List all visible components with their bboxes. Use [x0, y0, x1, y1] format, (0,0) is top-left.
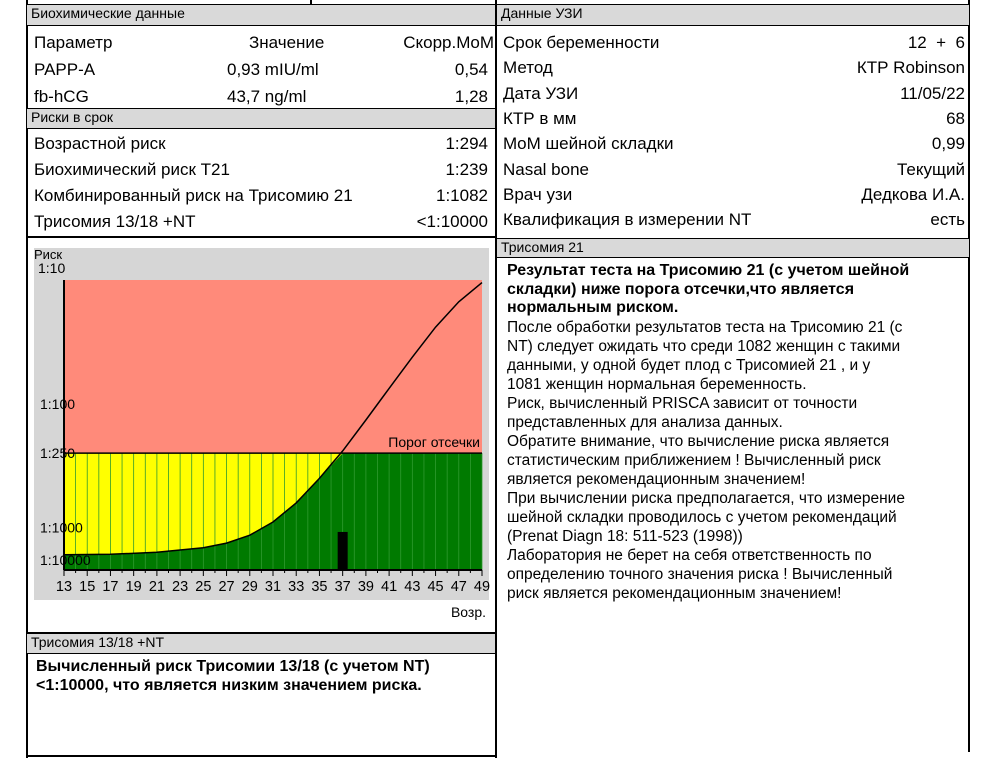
biochem-param: fb-hCG [34, 87, 89, 106]
risks-header: Риски в срок [27, 108, 495, 129]
x-tick-label: 31 [264, 579, 282, 595]
uzi-value: есть [930, 210, 965, 230]
biochem-value: 43,7 ng/ml [227, 87, 307, 106]
t21-bold-line: нормальным риском. [507, 299, 679, 316]
x-tick-label: 41 [381, 579, 398, 595]
uzi-label: КТР в мм [503, 108, 577, 128]
y-tick-label: 1:100 [40, 395, 76, 412]
uzi-value: 68 [946, 108, 965, 128]
t21-bold-line: Результат теста на Трисомию 21 (с учетом шейной [507, 262, 910, 279]
uzi-label: Метод [503, 58, 553, 78]
t21-bold-line: складки) ниже порога отсечки,что является [507, 280, 855, 298]
t21-line: NT) следует ожидать что среди 1082 женщин с такими [507, 337, 901, 355]
biochem-col-value: Значение [249, 33, 325, 52]
uzi-label: Врач узи [503, 184, 573, 204]
t1318-text: Вычисленный риск Трисомии 13/18 (с учетом NT) <1:10000, что является низким значением риска. [36, 658, 430, 694]
t21-text [507, 262, 965, 603]
t21-line: Риск, вычисленный PRISCA зависит от точности [507, 394, 858, 412]
t1318-bottom-line [27, 755, 495, 757]
risk-label: Биохимический риск Т21 [34, 160, 230, 179]
uzi-label: Nasal bone [503, 159, 590, 179]
frame-middle [495, 0, 497, 758]
frame-right [968, 0, 970, 752]
risk-value: <1:10000 [416, 212, 488, 231]
x-tick-label: 39 [357, 579, 374, 595]
t21-line: является рекомендационным значением! [507, 470, 806, 488]
risk-value: 1:294 [445, 134, 488, 153]
uzi-value: 12 + 6 [907, 33, 965, 52]
uzi-value: 0,99 [931, 134, 965, 154]
biochem-param: PAPP-A [34, 60, 96, 79]
x-tick-label: 25 [195, 579, 212, 595]
risk-chart [28, 240, 494, 630]
t21-header: Трисомия 21 [497, 238, 969, 258]
risk-label: Комбинированный риск на Трисомию 21 [34, 186, 353, 205]
y-tick-label: 1:10 [38, 260, 66, 276]
risk-value: 1:1082 [436, 186, 488, 205]
x-tick-label: 27 [218, 579, 235, 595]
patient-marker [338, 532, 348, 570]
t1318-header: Трисомия 13/18 +NT [27, 634, 495, 654]
risk-label: Трисомия 13/18 +NT [34, 212, 196, 231]
t21-line: После обработки результатов теста на Трисомию 21 (с [507, 318, 903, 336]
biochem-header: Биохимические данные [27, 4, 495, 26]
chart-xlabel: Возр. [450, 604, 486, 620]
x-tick-label: 35 [311, 579, 328, 595]
uzi-value: 11/05/22 [900, 83, 965, 103]
threshold-label: Порог отсечки [388, 434, 480, 451]
x-tick-label: 15 [79, 579, 96, 595]
x-tick-label: 29 [241, 579, 258, 595]
biochem-mom: 1,28 [454, 87, 488, 106]
high-risk-area [64, 280, 482, 453]
x-tick-label: 33 [288, 579, 305, 595]
t21-line: (Prenat Diagn 18: 511-523 (1998)) [507, 527, 743, 545]
x-tick-label: 47 [450, 579, 467, 595]
t21-line: риск является рекомендационным значением! [507, 584, 842, 602]
uzi-header: Данные УЗИ [497, 4, 969, 26]
t21-line: 1081 женщин нормальная беременность. [507, 375, 807, 393]
risks-bottom-line [27, 236, 495, 238]
x-tick-label: 19 [125, 579, 142, 595]
uzi-value: Дедкова И.А. [861, 184, 965, 204]
risk-label: Возрастной риск [34, 134, 166, 153]
x-tick-label: 37 [334, 579, 351, 595]
t21-line: Лаборатория не берет на себя ответственность по [507, 546, 872, 564]
y-tick-label: 1:10000 [40, 552, 91, 568]
y-tick-label: 1:250 [40, 445, 76, 462]
x-tick-label: 23 [172, 579, 189, 595]
x-tick-label: 17 [102, 579, 119, 595]
uzi-label: Срок беременности [503, 33, 660, 52]
x-tick-label: 43 [404, 579, 421, 595]
uzi-label: MoM шейной складки [503, 134, 674, 154]
risk-value: 1:239 [445, 160, 488, 179]
x-tick-label: 21 [148, 579, 165, 595]
uzi-label: Квалификация в измерении NT [503, 210, 752, 230]
t21-line: представленных для анализа данных. [507, 413, 783, 431]
t21-line: Обратите внимание, что вычисление риска является [507, 432, 890, 450]
t21-line: При вычислении риска предполагается, что измерение [507, 489, 905, 507]
x-tick-label: 49 [473, 579, 491, 595]
uzi-value: Текущий [897, 159, 965, 179]
t21-line: определению точного значения риска ! Вычисленный [507, 565, 893, 583]
x-tick-label: 45 [427, 579, 444, 595]
t21-line: статистическим приближением ! Вычисленный риск [507, 451, 881, 469]
biochem-col-mom: Скорр.MoM [403, 33, 494, 52]
biochem-value: 0,93 mIU/ml [227, 60, 319, 79]
biochem-col-param: Параметр [34, 33, 113, 52]
chart-ylabel: Риск [34, 247, 63, 262]
t21-line: данными, у одной будет плод с Трисомией 21 , и у [507, 356, 871, 374]
x-tick-label: 13 [55, 579, 73, 595]
uzi-value: КТР Robinson [856, 58, 965, 78]
biochem-mom: 0,54 [454, 60, 488, 79]
uzi-label: Дата УЗИ [503, 83, 579, 103]
t21-line: шейной складки проводилось с учетом рекомендаций [507, 508, 897, 526]
y-tick-label: 1:1000 [40, 519, 83, 536]
